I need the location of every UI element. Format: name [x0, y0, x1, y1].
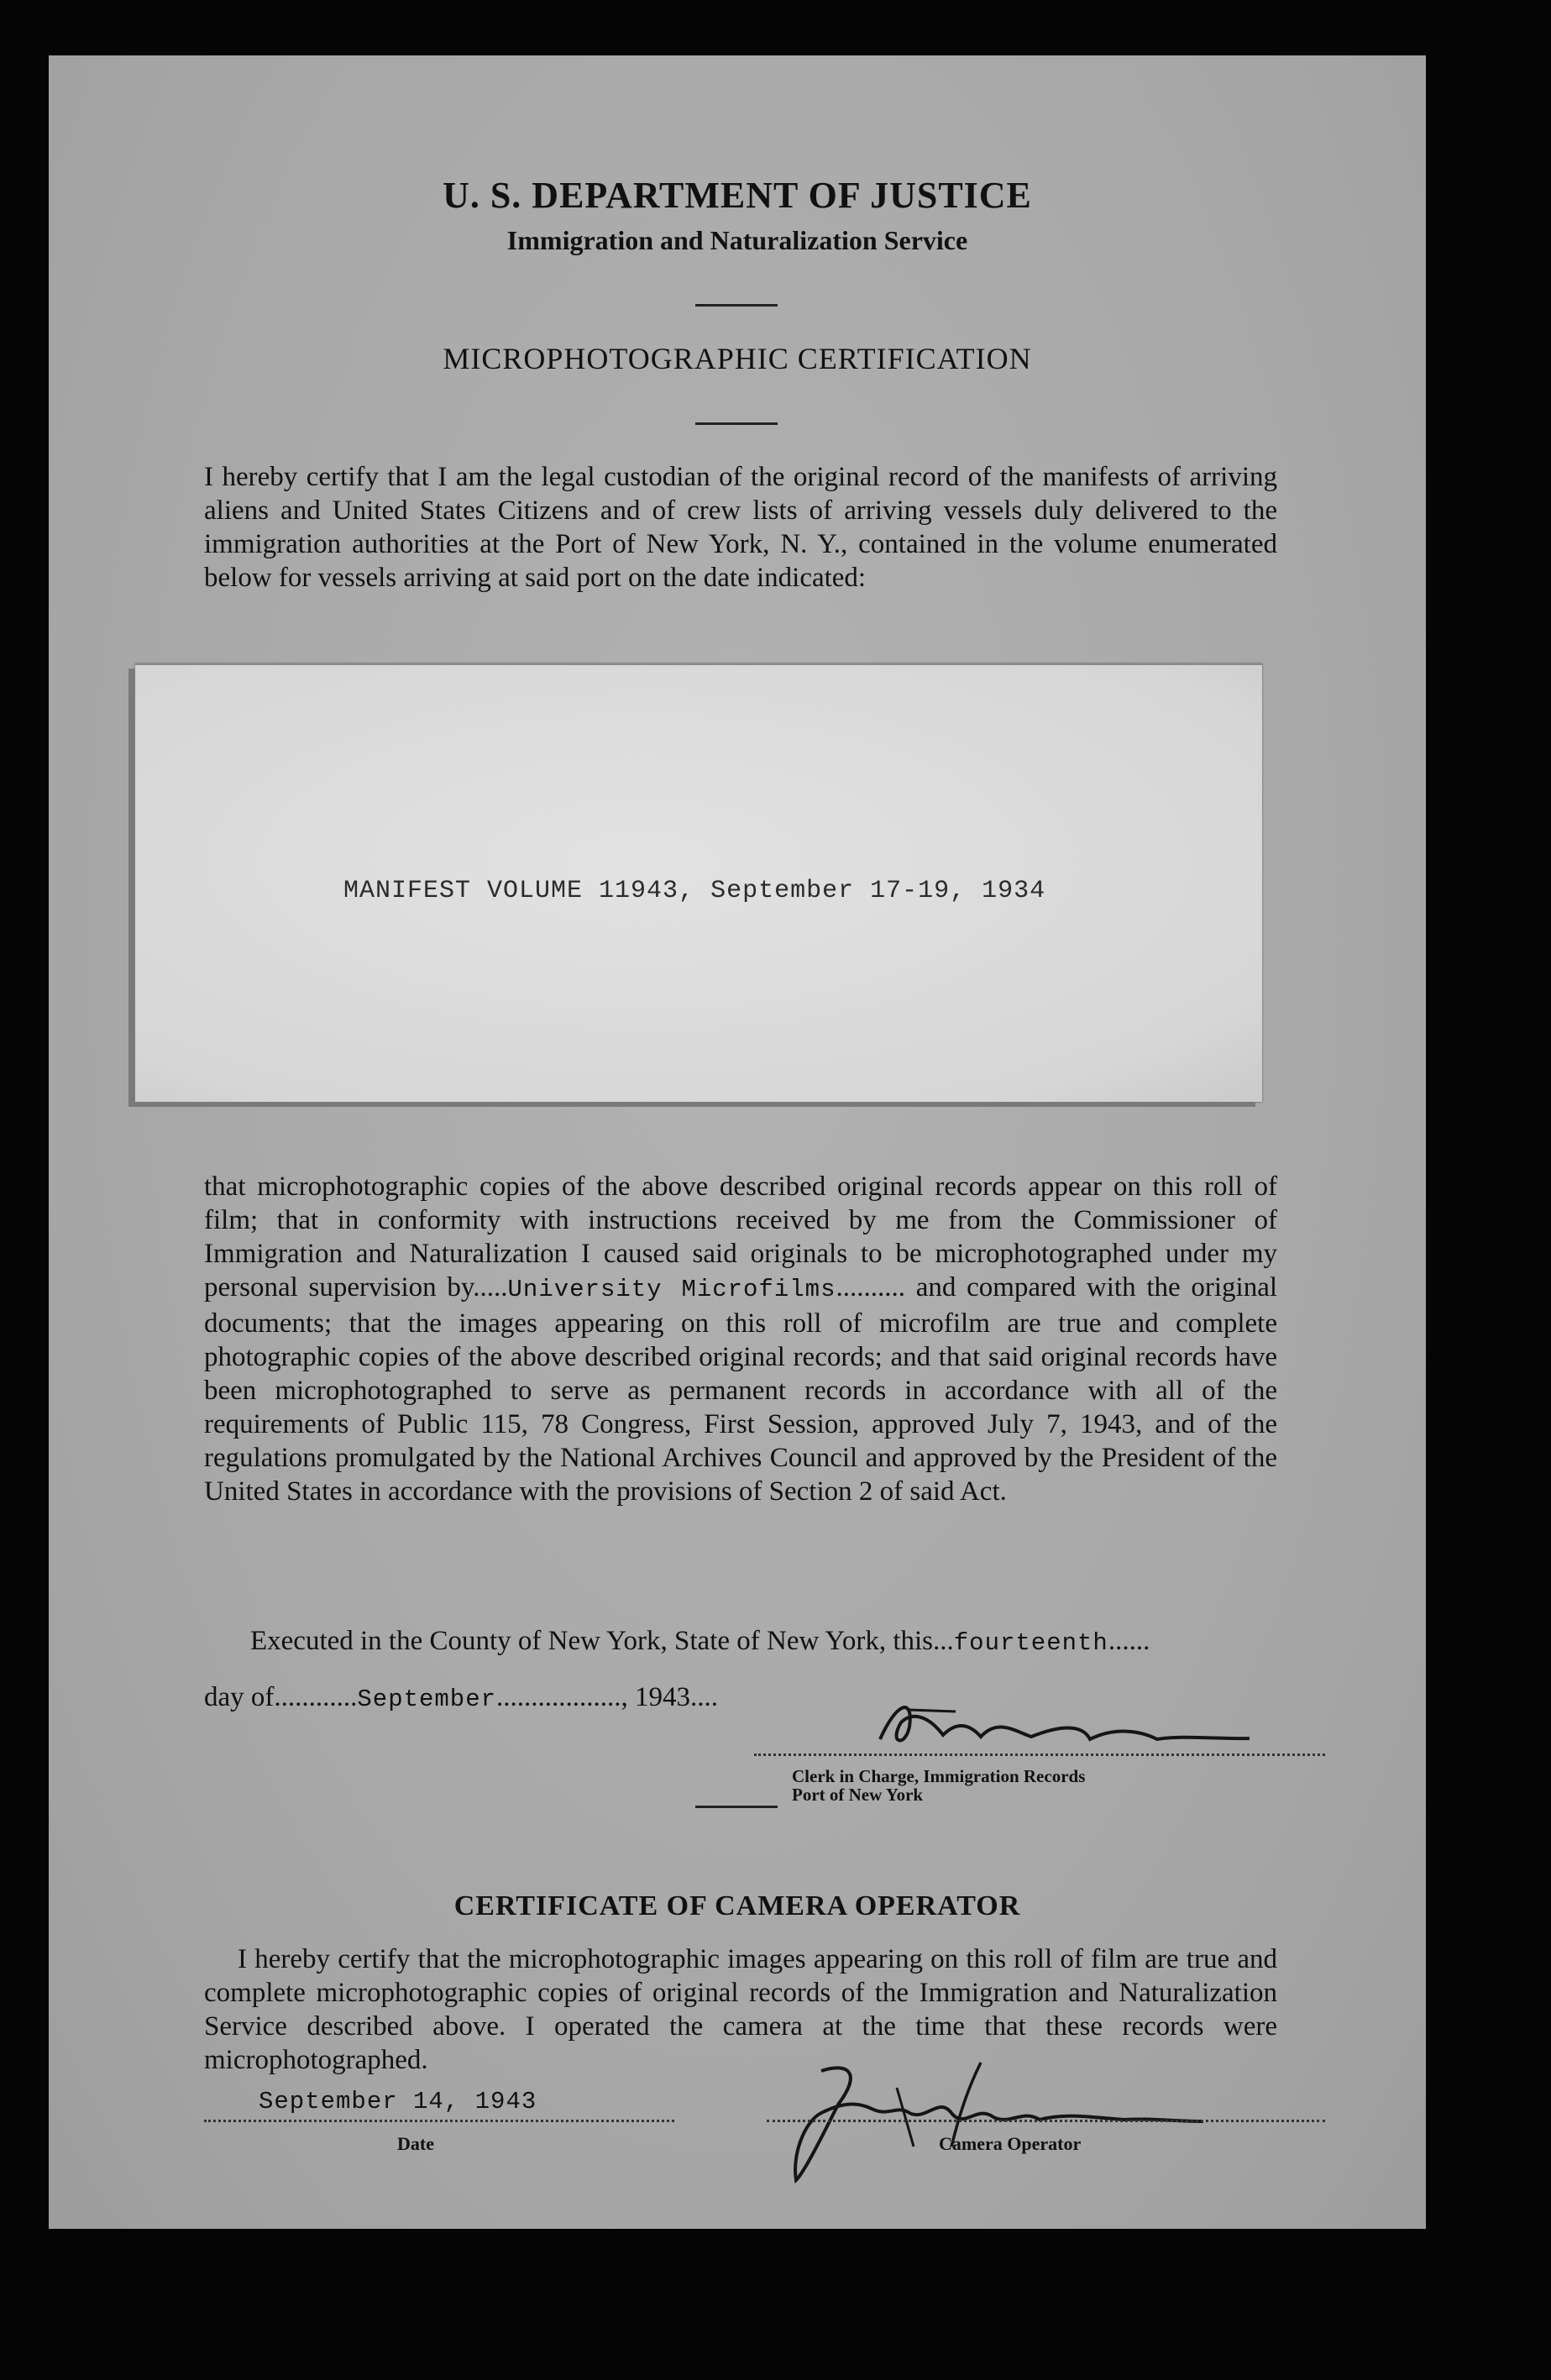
execution-day-trail: ......: [1108, 1626, 1150, 1656]
clerk-title-line2: Port of New York: [792, 1785, 924, 1805]
certification-title: MICROPHOTOGRAPHIC CERTIFICATION: [443, 342, 1032, 375]
date-line: [204, 2120, 674, 2122]
department-title: U. S. DEPARTMENT OF JUSTICE: [443, 175, 1032, 216]
day-of-line: [204, 1680, 718, 1717]
intro-paragraph: I hereby certify that I am the legal custodian of the original record of the manifests of arriving aliens and United States Citizens and of crew lists of arriving vessels duly delivered to the immigration authorities at the Port of New York, N. Y., contained in the volume enumerated below for vessels arriving at said port on the date indicated:: [204, 462, 1277, 593]
certificate-page: [49, 55, 1426, 2229]
executed-text: Executed in the County of New York, State of New York, this...: [250, 1626, 954, 1656]
body-text-part2: .......... and compared with the original documents; that the images appearing on this roll of microfilm are true and complete photographic copies of the above described original records; and that said original records have been microphotographed to serve as permanent records in accordance with all of the requirements of Public 115, 78 Congress, First Session, approved July 7, 1943, and of the regulations promulgated by the National Archives Council and approved by the President of the United States in accordance with the provisions of Section 2 of said Act.: [204, 1272, 1278, 1507]
certification-date: September 14, 1943: [259, 2088, 537, 2115]
divider: [695, 304, 778, 307]
manifest-volume-text: MANIFEST VOLUME 11943, September 17-19, 1934: [343, 877, 1046, 905]
execution-year-digit: 3: [676, 1682, 691, 1712]
service-subtitle: Immigration and Naturalization Service: [506, 225, 968, 255]
divider: [695, 422, 778, 425]
execution-day: fourteenth: [953, 1629, 1108, 1657]
body-paragraph: [204, 1170, 1277, 1508]
body-text-part1: that microphotographic copies of the above described original records appear on this roll of film; that in conformity with instructions received by me from the Commissioner of Immigration and Naturalization I caused said originals to be microphotographed under my personal supervision by.....: [204, 1172, 1277, 1303]
date-label: Date: [397, 2133, 434, 2154]
camera-operator-label: Camera Operator: [939, 2133, 1082, 2154]
execution-year-trail: ....: [690, 1682, 719, 1712]
manifest-volume-slip: [135, 663, 1262, 1102]
execution-month-trail: .................., 194: [496, 1682, 677, 1712]
clerk-signature-line: [754, 1754, 1325, 1756]
camera-operator-paragraph: I hereby certify that the microphotographic images appearing on this roll of film are true and complete microphotographic copies of original records of the Immigration and Naturalization Service described above. I operated the camera at the time that these records were microphotographed.: [204, 1944, 1277, 2075]
camera-operator-signature-line: [767, 2120, 1325, 2122]
camera-operator-title: CERTIFICATE OF CAMERA OPERATOR: [453, 1890, 1021, 1921]
execution-month: September: [357, 1685, 497, 1713]
day-of-label: day of............: [204, 1682, 358, 1712]
clerk-title-line1: Clerk in Charge, Immigration Records: [792, 1766, 1086, 1786]
clerk-signature: [863, 1693, 1258, 1760]
divider: [695, 1806, 778, 1808]
microfilmer-name: University Microfilms: [507, 1276, 836, 1303]
clerk-title: [792, 1767, 1085, 1804]
executed-line: [250, 1624, 1150, 1660]
